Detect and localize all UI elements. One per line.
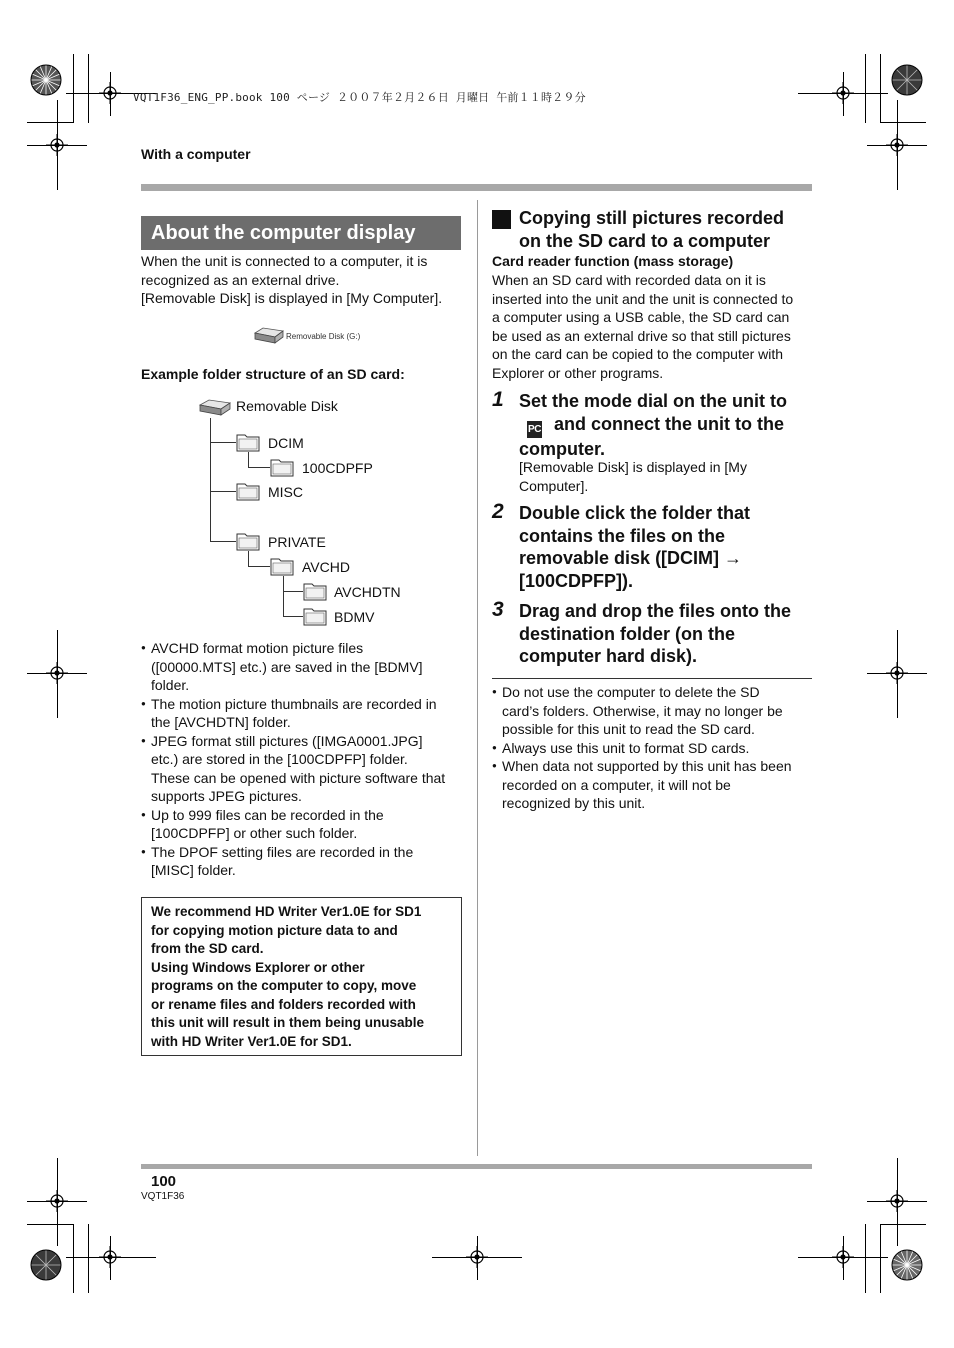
- crop-mark: [88, 1224, 89, 1293]
- folder-icon: [303, 581, 327, 601]
- text-line: Double click the folder that: [519, 503, 751, 523]
- text-fragment: and connect the unit to the: [554, 413, 784, 434]
- folder-icon: [270, 457, 294, 477]
- text-line: [100CDPFP] or other such folder.: [151, 825, 358, 841]
- section-header-label: With a computer: [141, 146, 251, 162]
- text-line: computer.: [519, 438, 606, 459]
- color-rosette-icon: [30, 64, 62, 96]
- registration-crosshair-icon: [99, 82, 121, 104]
- crop-mark: [27, 122, 73, 123]
- text-line: programs on the computer to copy, move: [151, 978, 417, 993]
- registration-crosshair-icon: [466, 1246, 488, 1268]
- text-line: removable disk ([DCIM] →: [519, 548, 743, 568]
- list-item: [492, 739, 814, 758]
- text-line: [Removable Disk] is displayed in [My: [519, 459, 747, 475]
- text-line: Copying still pictures recorded: [519, 208, 785, 228]
- folder-icon: [236, 531, 260, 551]
- crop-mark: [880, 1224, 926, 1225]
- crop-mark: [880, 54, 881, 123]
- text-line: [MISC] folder.: [151, 862, 236, 878]
- registration-crosshair-icon: [832, 1246, 854, 1268]
- right-bullet-list: [492, 683, 814, 813]
- recommendation-notice-box: [141, 897, 462, 1056]
- registration-crosshair-icon: [46, 662, 68, 684]
- registration-crosshair-icon: [46, 134, 68, 156]
- folder-icon: [236, 481, 260, 501]
- color-rosette-icon: [891, 1249, 923, 1281]
- tree-line: [210, 491, 236, 492]
- model-code: VQT1F36: [141, 1191, 185, 1202]
- text-line: We recommend HD Writer Ver1.0E for SD1: [151, 904, 422, 919]
- text-line: ● JPEG format still pictures ([IMGA0001.JPG]: [151, 732, 423, 749]
- tree-label-removable-disk: Removable Disk: [236, 398, 338, 414]
- folder-icon: [236, 432, 260, 452]
- crop-mark: [27, 1224, 73, 1225]
- text-line: folder.: [151, 677, 190, 693]
- step-number: 1: [492, 388, 504, 411]
- crop-mark: [865, 1224, 866, 1293]
- card-reader-subheading: Card reader function (mass storage): [492, 253, 734, 269]
- page-number: 100: [151, 1173, 177, 1190]
- text-line: possible for this unit to read the SD card.: [502, 721, 755, 737]
- tree-line: [210, 418, 211, 542]
- removable-disk-icon: [198, 398, 232, 418]
- text-line: a computer using a USB cable, the SD card can: [492, 309, 790, 325]
- text-line: ● Do not use the computer to delete the SD: [502, 684, 760, 700]
- text-line: ● The motion picture thumbnails are recorded in: [151, 695, 437, 712]
- folder-icon: [270, 556, 294, 576]
- tree-line: [283, 576, 284, 616]
- tree-label-misc: MISC: [268, 484, 303, 500]
- section-marker-square: [492, 210, 511, 229]
- list-item: [141, 843, 466, 880]
- list-item: [492, 683, 814, 739]
- text-line: recorded on a computer, it will not be: [502, 776, 731, 793]
- list-item: [492, 757, 814, 813]
- tree-label-private: PRIVATE: [268, 534, 326, 550]
- text-line: inserted into the unit and the unit is connected to: [492, 290, 794, 307]
- text-line: from the SD card.: [151, 941, 264, 956]
- list-item: [141, 732, 466, 806]
- text-line: ● When data not supported by this unit has been: [502, 758, 792, 774]
- tree-line: [248, 467, 270, 468]
- print-info-line: VQT1F36_ENG_PP.book 100 ページ ２００７年２月２６日 月曜日 午前１１時２９分: [133, 91, 586, 104]
- step-2-text: [519, 502, 814, 592]
- tree-line: [210, 442, 236, 443]
- registration-crosshair-icon: [832, 82, 854, 104]
- text-line: etc.) are stored in the [100CDPFP] folder.: [151, 751, 408, 767]
- bottom-rule: [141, 1164, 812, 1169]
- text-line: Using Windows Explorer or other: [151, 959, 365, 975]
- crop-mark: [880, 122, 926, 123]
- text-line: These can be opened with picture software that: [151, 769, 446, 786]
- tree-line: [283, 616, 303, 617]
- left-bullet-list: [141, 639, 466, 880]
- step-1-note: [519, 458, 814, 495]
- text-line: contains the files on the: [519, 525, 726, 546]
- disk-icon-label: Removable Disk (G:): [286, 332, 361, 341]
- text-line: be used as an external drive so that still pictures: [492, 327, 791, 344]
- tree-line: [210, 541, 236, 542]
- crop-mark: [88, 54, 89, 123]
- text-line: Explorer or other programs.: [492, 364, 664, 381]
- registration-crosshair-icon: [886, 662, 908, 684]
- crop-mark: [880, 1224, 881, 1293]
- tree-line: [248, 566, 270, 567]
- text-line: recognized as an external drive.: [141, 271, 340, 288]
- text-line: on the SD card to a computer: [519, 230, 771, 251]
- list-item: [141, 806, 466, 843]
- tree-label-avchdtn: AVCHDTN: [334, 584, 401, 600]
- step-number: 2: [492, 500, 504, 523]
- list-item: [141, 639, 466, 695]
- registration-crosshair-icon: [46, 1190, 68, 1212]
- section-title-about-display: About the computer display: [141, 216, 461, 250]
- text-line: ● Always use this unit to format SD cards.: [502, 739, 750, 756]
- text-line: When the unit is connected to a computer, it is: [141, 253, 428, 269]
- text-line: with HD Writer Ver1.0E for SD1.: [151, 1033, 352, 1049]
- text-line: ● AVCHD format motion picture files: [151, 640, 364, 656]
- left-intro: [141, 252, 466, 308]
- crop-mark: [865, 54, 866, 123]
- text-line: ([00000.MTS] etc.) are saved in the [BDMV]: [151, 658, 423, 675]
- text-line: [519, 413, 814, 438]
- tree-line: [283, 591, 303, 592]
- registration-crosshair-icon: [99, 1246, 121, 1268]
- text-line: destination folder (on the: [519, 623, 735, 644]
- text-line: on the card can be copied to the computer with: [492, 346, 784, 362]
- text-line: computer hard disk).: [519, 646, 698, 666]
- text-line: When an SD card with recorded data on it is: [492, 272, 766, 288]
- color-rosette-icon: [891, 64, 923, 96]
- text-line: ● The DPOF setting files are recorded in the: [151, 843, 414, 860]
- text-line: recognized by this unit.: [502, 795, 646, 811]
- tree-label-dcim: DCIM: [268, 435, 304, 451]
- step-1-text: [519, 390, 814, 460]
- text-line: supports JPEG pictures.: [151, 788, 302, 804]
- text-line: [Removable Disk] is displayed in [My Computer].: [141, 290, 443, 306]
- text-line: Set the mode dial on the unit to: [519, 391, 787, 411]
- text-line: for copying motion picture data to and: [151, 922, 398, 938]
- step-number: 3: [492, 598, 504, 621]
- text-line: Drag and drop the files onto the: [519, 601, 792, 621]
- text-line: card’s folders. Otherwise, it may no longer be: [502, 702, 783, 719]
- removable-disk-icon: [253, 327, 285, 345]
- top-rule: [141, 184, 812, 191]
- color-rosette-icon: [30, 1249, 62, 1281]
- crop-mark: [73, 1224, 74, 1293]
- registration-crosshair-icon: [886, 1190, 908, 1212]
- section-title-copying-pictures: [519, 207, 819, 252]
- crop-mark: [73, 54, 74, 123]
- pc-mode-icon: PC: [527, 421, 542, 438]
- folder-structure-heading: Example folder structure of an SD card:: [141, 366, 405, 382]
- right-divider-rule: [492, 678, 812, 679]
- tree-line: [248, 452, 249, 467]
- list-item: [141, 695, 466, 732]
- text-line: [100CDPFP]).: [519, 570, 634, 591]
- text-line: Computer].: [519, 477, 589, 494]
- tree-label-bdmv: BDMV: [334, 609, 375, 625]
- registration-crosshair-icon: [886, 134, 908, 156]
- text-line: or rename files and folders recorded with: [151, 996, 416, 1012]
- step-3-text: [519, 600, 814, 668]
- tree-label-avchd: AVCHD: [302, 559, 350, 575]
- column-divider: [477, 200, 478, 1156]
- text-line: this unit will result in them being unusable: [151, 1015, 425, 1030]
- text-line: the [AVCHDTN] folder.: [151, 714, 291, 730]
- tree-line: [248, 551, 249, 566]
- tree-label-100cdpfp: 100CDPFP: [302, 460, 373, 476]
- right-intro: [492, 271, 814, 382]
- text-line: ● Up to 999 files can be recorded in the: [151, 806, 384, 823]
- folder-icon: [303, 606, 327, 626]
